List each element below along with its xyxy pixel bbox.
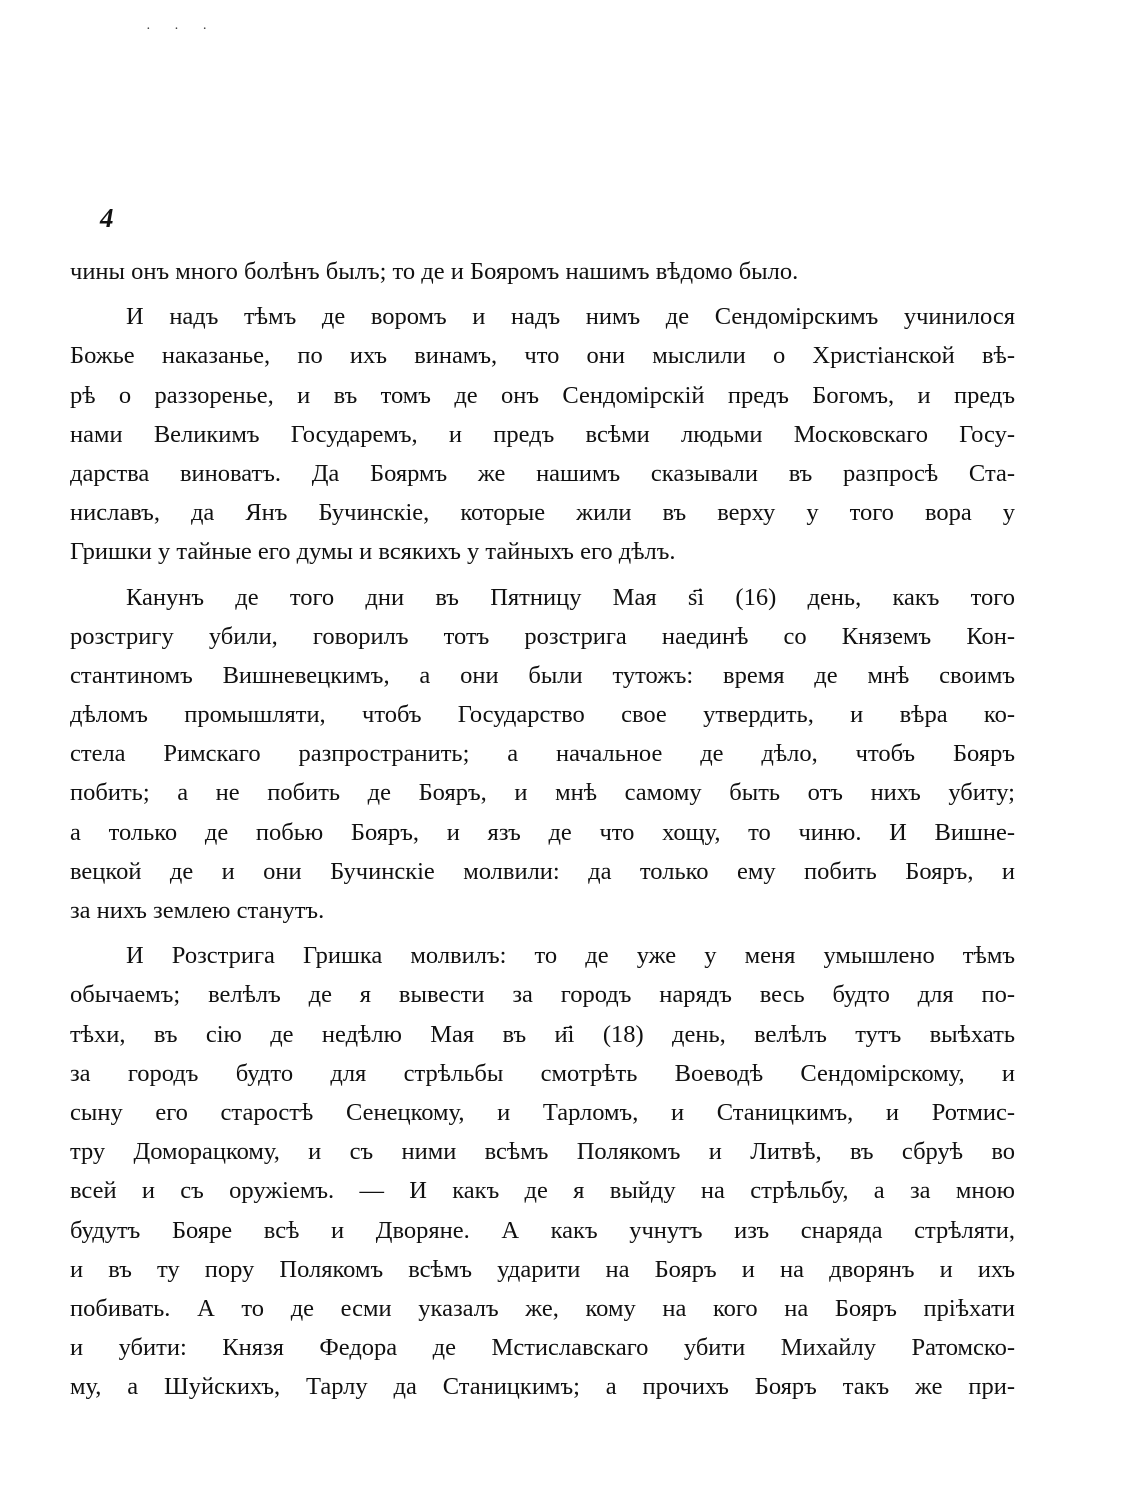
- paragraph-3: [70, 578, 1015, 931]
- text-line: И Розстрига Гришка молвилъ: то де уже у меня умышлено тѣмъ: [126, 942, 1015, 970]
- text-line: рѣ о раззоренье, и въ томъ де онъ Сендомірскій предъ Богомъ, и предъ: [70, 381, 1015, 409]
- text-line: нами Великимъ Государемъ, и предъ всѣми людьми Московскаго Госу-: [70, 420, 1015, 448]
- text-line: И надъ тѣмъ де воромъ и надъ нимъ де Сендомірскимъ учинилося: [126, 303, 1015, 331]
- text-line: му, а Шуйскихъ, Тарлу да Станицкимъ; а прочихъ Бояръ такъ же при-: [70, 1373, 1015, 1401]
- text-line: за городъ будто для стрѣльбы смотрѣть Воеводѣ Сендомірскому, и: [70, 1059, 1015, 1087]
- text-line: дѣломъ промышляти, чтобъ Государство свое утвердить, и вѣра ко-: [70, 701, 1015, 729]
- paragraph-4: [70, 936, 1015, 1406]
- text-line: побить; а не побить де Бояръ, и мнѣ самому быть отъ нихъ убиту;: [70, 779, 1015, 807]
- page-text: [70, 252, 1015, 1406]
- text-line: стела Римскаго разпространить; а начальное де дѣло, чтобъ Бояръ: [70, 740, 1015, 768]
- text-line: всей и съ оружіемъ. — И какъ де я выйду на стрѣльбу, а за мною: [70, 1177, 1015, 1205]
- text-line: тѣхи, въ сію де недѣлю Мая въ и҃і (18) день, велѣлъ тутъ выѣхать: [70, 1020, 1015, 1048]
- text-line: чины онъ много болѣнъ былъ; то де и Бояромъ нашимъ вѣдомо было.: [70, 258, 799, 285]
- paragraph-2: [70, 297, 1015, 571]
- text-line: Божье наказанье, по ихъ винамъ, что они мыслили о Христіанской вѣ-: [70, 342, 1015, 370]
- text-line: ниславъ, да Янъ Бучинскіе, которые жили въ верху у того вора у: [70, 499, 1015, 527]
- text-line: дарства виноватъ. Да Боярмъ же нашимъ сказывали въ разпросѣ Ста-: [70, 459, 1015, 487]
- page-number: 4: [100, 203, 114, 233]
- text-line: стантиномъ Вишневецкимъ, а они были тутожъ: время де мнѣ своимъ: [70, 661, 1015, 689]
- text-line: вецкой де и они Бучинскіе молвили: да только ему побить Бояръ, и: [70, 857, 1015, 885]
- text-line: сыну его старостѣ Сенецкому, и Тарломъ, и Станицкимъ, и Ротмис-: [70, 1098, 1015, 1126]
- text-line: Канунъ де того дни въ Пятницу Мая ѕ҃і (16) день, какъ того: [126, 583, 1015, 611]
- text-line: тру Доморацкому, и съ ними всѣмъ Полякомъ и Литвѣ, въ сбруѣ во: [70, 1138, 1015, 1166]
- text-line: будутъ Бояре всѣ и Дворяне. А какъ учнутъ изъ снаряда стрѣляти,: [70, 1216, 1015, 1244]
- text-line: за нихъ землею станутъ.: [70, 897, 325, 924]
- text-line: и въ ту пору Полякомъ всѣмъ ударити на Бояръ и на дворянъ и ихъ: [70, 1255, 1015, 1283]
- text-line: розстригу убили, говорилъ тотъ розстрига наединѣ со Княземъ Кон-: [70, 622, 1015, 650]
- text-line: побивать. А то де есми указалъ же, кому на кого на Бояръ пріѣхати: [70, 1294, 1015, 1322]
- text-line: и убити: Князя Федора де Мстиславскаго убити Михайлу Ратомско-: [70, 1334, 1015, 1362]
- paragraph-1: [70, 252, 1015, 291]
- text-line: Гришки у тайные его думы и всякихъ у тайныхъ его дѣлъ.: [70, 538, 676, 566]
- text-line: а только де побью Бояръ, и язъ де что хощу, то чиню. И Вишне-: [70, 818, 1015, 846]
- text-line: обычаемъ; велѣлъ де я вывести за городъ нарядъ весь будто для по-: [70, 981, 1015, 1009]
- page-specks: · · ·: [146, 22, 217, 37]
